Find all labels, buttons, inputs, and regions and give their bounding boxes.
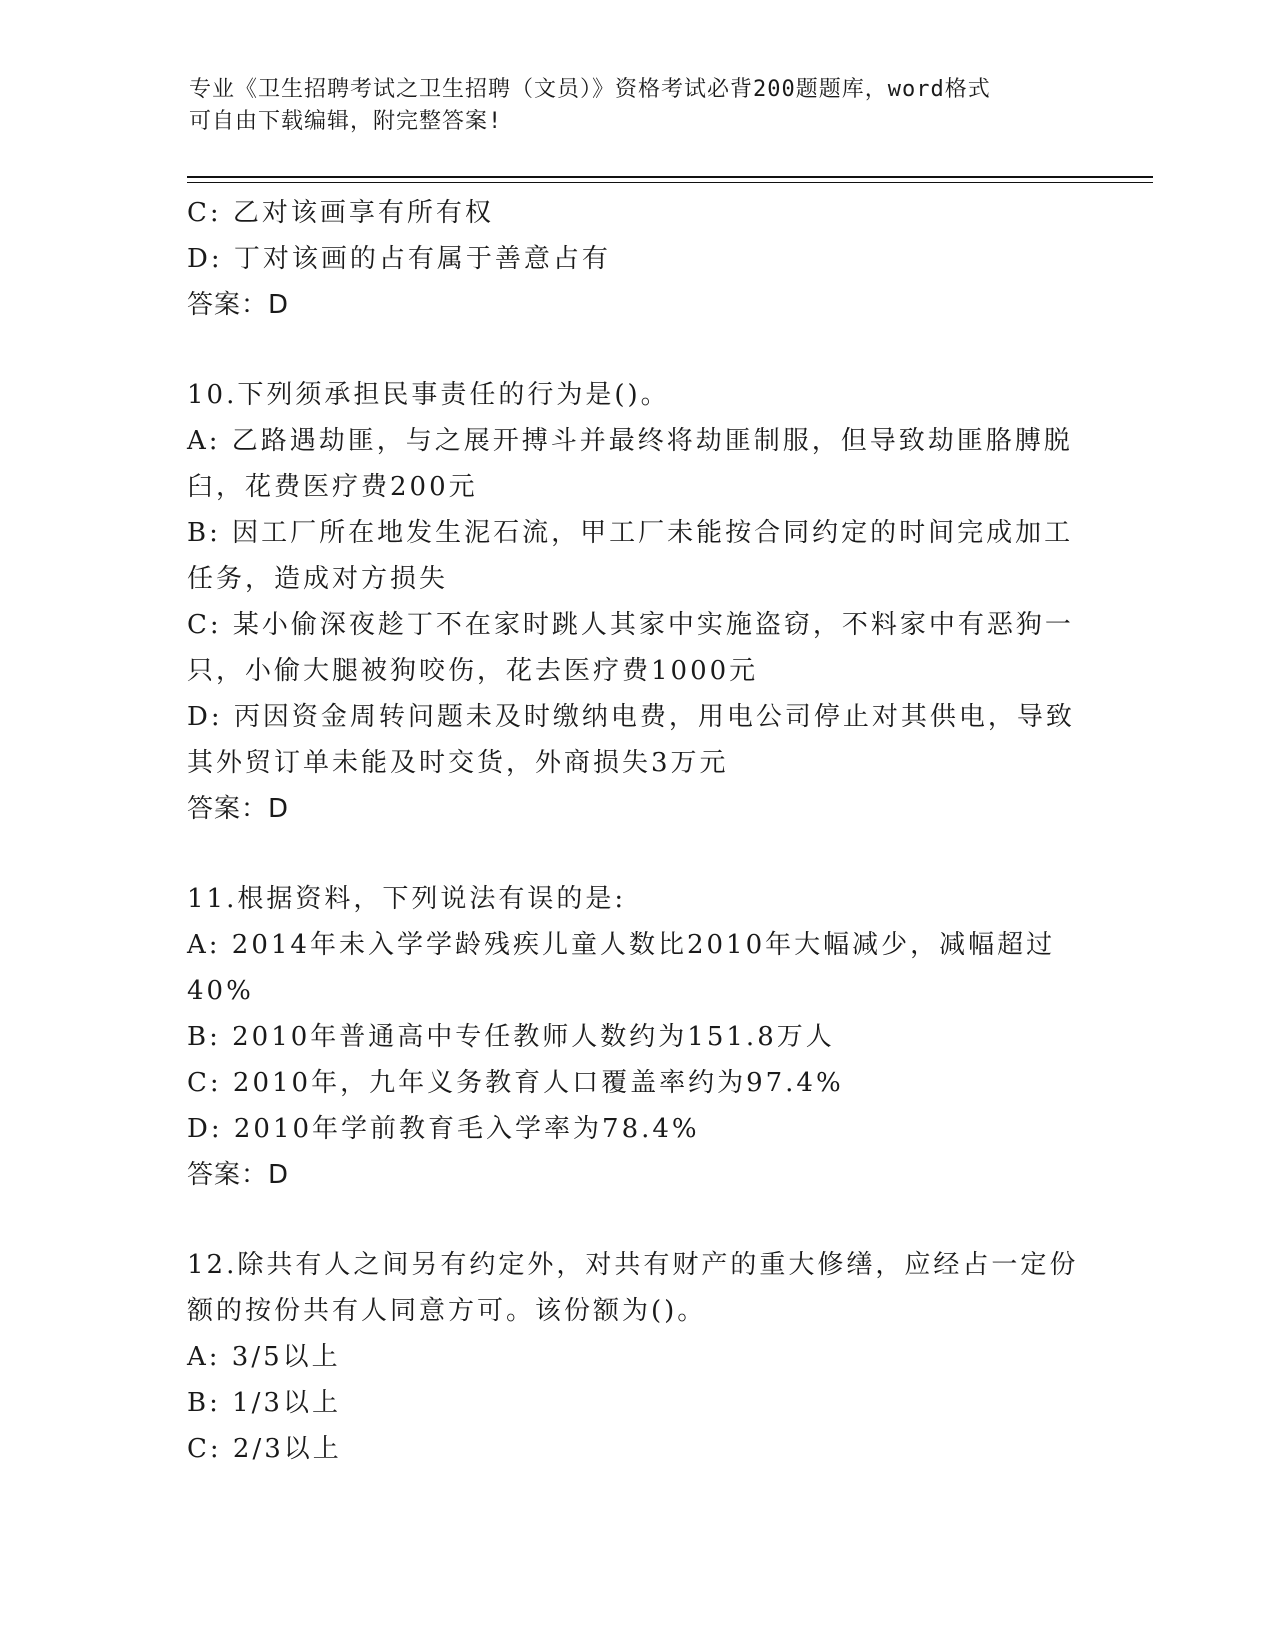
question-11 [187,876,1087,1198]
option-c: C: 乙对该画享有所有权 [187,198,494,228]
option-c-line-2: 只，小偷大腿被狗咬伤，花去医疗费1000元 [187,656,759,686]
question-stem-line-1: 12.除共有人之间另有约定外，对共有财产的重大修缮，应经占一定份 [187,1250,1079,1280]
answer: 答案：D [187,794,290,824]
option-b: B: 2010年普通高中专任教师人数约为151.8万人 [187,1022,835,1052]
option-d: D: 2010年学前教育毛入学率为78.4% [187,1114,700,1144]
header-line-1: 专业《卫生招聘考试之卫生招聘（文员）》资格考试必背200题题库，word格式 [189,77,991,102]
question-stem-line-2: 额的按份共有人同意方可。该份额为()。 [187,1296,707,1326]
header-rule-thick [187,176,1153,178]
answer: 答案：D [187,1160,290,1190]
option-a-line-1: A: 乙路遇劫匪，与之展开搏斗并最终将劫匪制服，但导致劫匪胳膊脱 [187,426,1073,456]
option-a-line-2: 40% [187,976,254,1006]
option-c: C: 2010年，九年义务教育人口覆盖率约为97.4% [187,1068,844,1098]
option-d-line-1: D: 丙因资金周转问题未及时缴纳电费，用电公司停止对其供电，导致 [187,702,1075,732]
question-9-tail [187,190,1087,328]
option-c: C: 2/3以上 [187,1434,342,1464]
spacer [187,832,1087,876]
option-b-line-1: B: 因工厂所在地发生泥石流，甲工厂未能按合同约定的时间完成加工 [187,518,1074,548]
question-stem: 11.根据资料，下列说法有误的是: [187,884,627,914]
spacer [187,328,1087,372]
answer: 答案：D [187,290,290,320]
option-b: B: 1/3以上 [187,1388,341,1418]
header-rule-thin [187,182,1153,183]
question-10 [187,372,1087,832]
option-c-line-1: C: 某小偷深夜趁丁不在家时跳人其家中实施盗窃，不料家中有恶狗一 [187,610,1074,640]
header-line-2: 可自由下载编辑，附完整答案! [189,109,503,134]
option-a-line-1: A: 2014年未入学学龄残疾儿童人数比2010年大幅减少，减幅超过 [187,930,1056,960]
document-body [187,190,1087,1472]
question-stem: 10.下列须承担民事责任的行为是()。 [187,380,670,410]
question-12 [187,1242,1087,1472]
option-a: A: 3/5以上 [187,1342,341,1372]
option-a-line-2: 臼，花费医疗费200元 [187,472,478,502]
document-header [189,74,1089,138]
option-b-line-2: 任务，造成对方损失 [187,564,449,594]
option-d-line-2: 其外贸订单未能及时交货，外商损失3万元 [187,748,729,778]
spacer [187,1198,1087,1242]
option-d: D: 丁对该画的占有属于善意占有 [187,244,611,274]
